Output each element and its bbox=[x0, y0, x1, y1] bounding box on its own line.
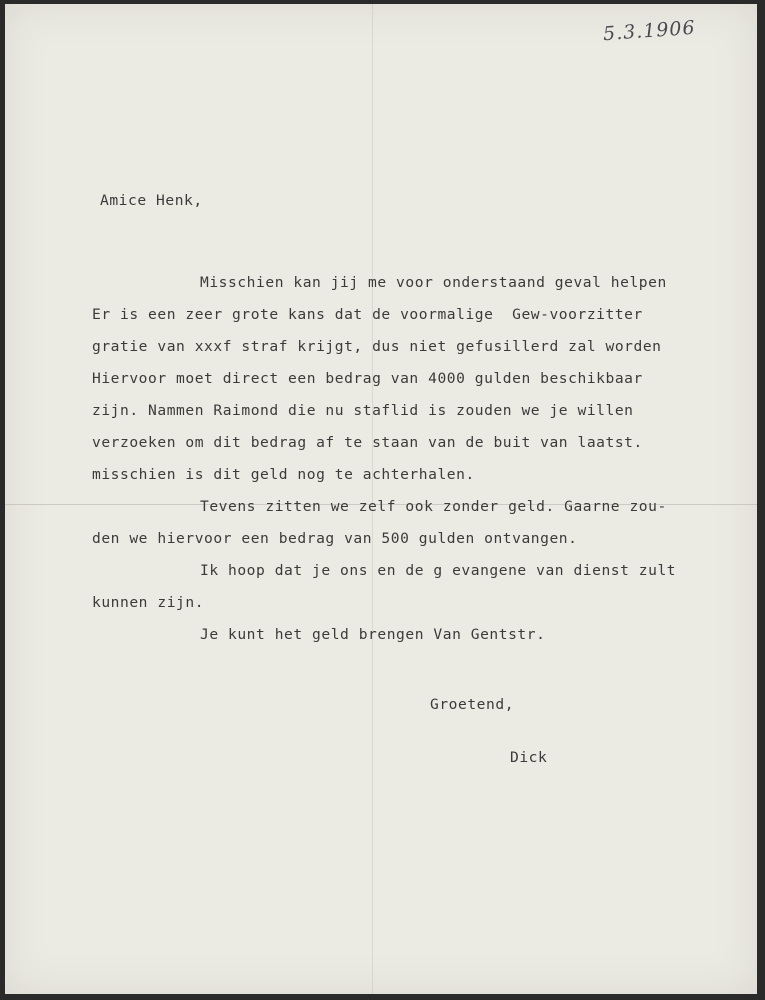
body-line: verzoeken om dit bedrag af te staan van de buit van laatst. bbox=[92, 434, 643, 451]
letter-sheet bbox=[5, 4, 757, 994]
closing: Groetend, bbox=[430, 696, 515, 713]
handwritten-date-annotation: 5.3.1906 bbox=[602, 16, 697, 46]
body-line: Misschien kan jij me voor onderstaand geval helpen bbox=[200, 274, 667, 291]
body-line: Je kunt het geld brengen Van Gentstr. bbox=[200, 626, 546, 643]
body-line: kunnen zijn. bbox=[92, 594, 205, 611]
body-line: zijn. Nammen Raimond die nu staflid is zouden we je willen bbox=[92, 402, 634, 419]
body-line: gratie van xxxf straf krijgt, dus niet gefusillerd zal worden bbox=[92, 338, 662, 355]
body-line: Tevens zitten we zelf ook zonder geld. Gaarne zou- bbox=[200, 498, 667, 515]
salutation: Amice Henk, bbox=[100, 192, 203, 209]
body-line: Hiervoor moet direct een bedrag van 4000 gulden beschikbaar bbox=[92, 370, 643, 387]
body-line: misschien is dit geld nog te achterhalen. bbox=[92, 466, 475, 483]
body-line: Ik hoop dat je ons en de g evangene van dienst zult bbox=[200, 562, 677, 579]
body-line: den we hiervoor een bedrag van 500 gulden ontvangen. bbox=[92, 530, 578, 547]
signature: Dick bbox=[510, 749, 548, 766]
body-line: Er is een zeer grote kans dat de voormalige Gew-voorzitter bbox=[92, 306, 643, 323]
